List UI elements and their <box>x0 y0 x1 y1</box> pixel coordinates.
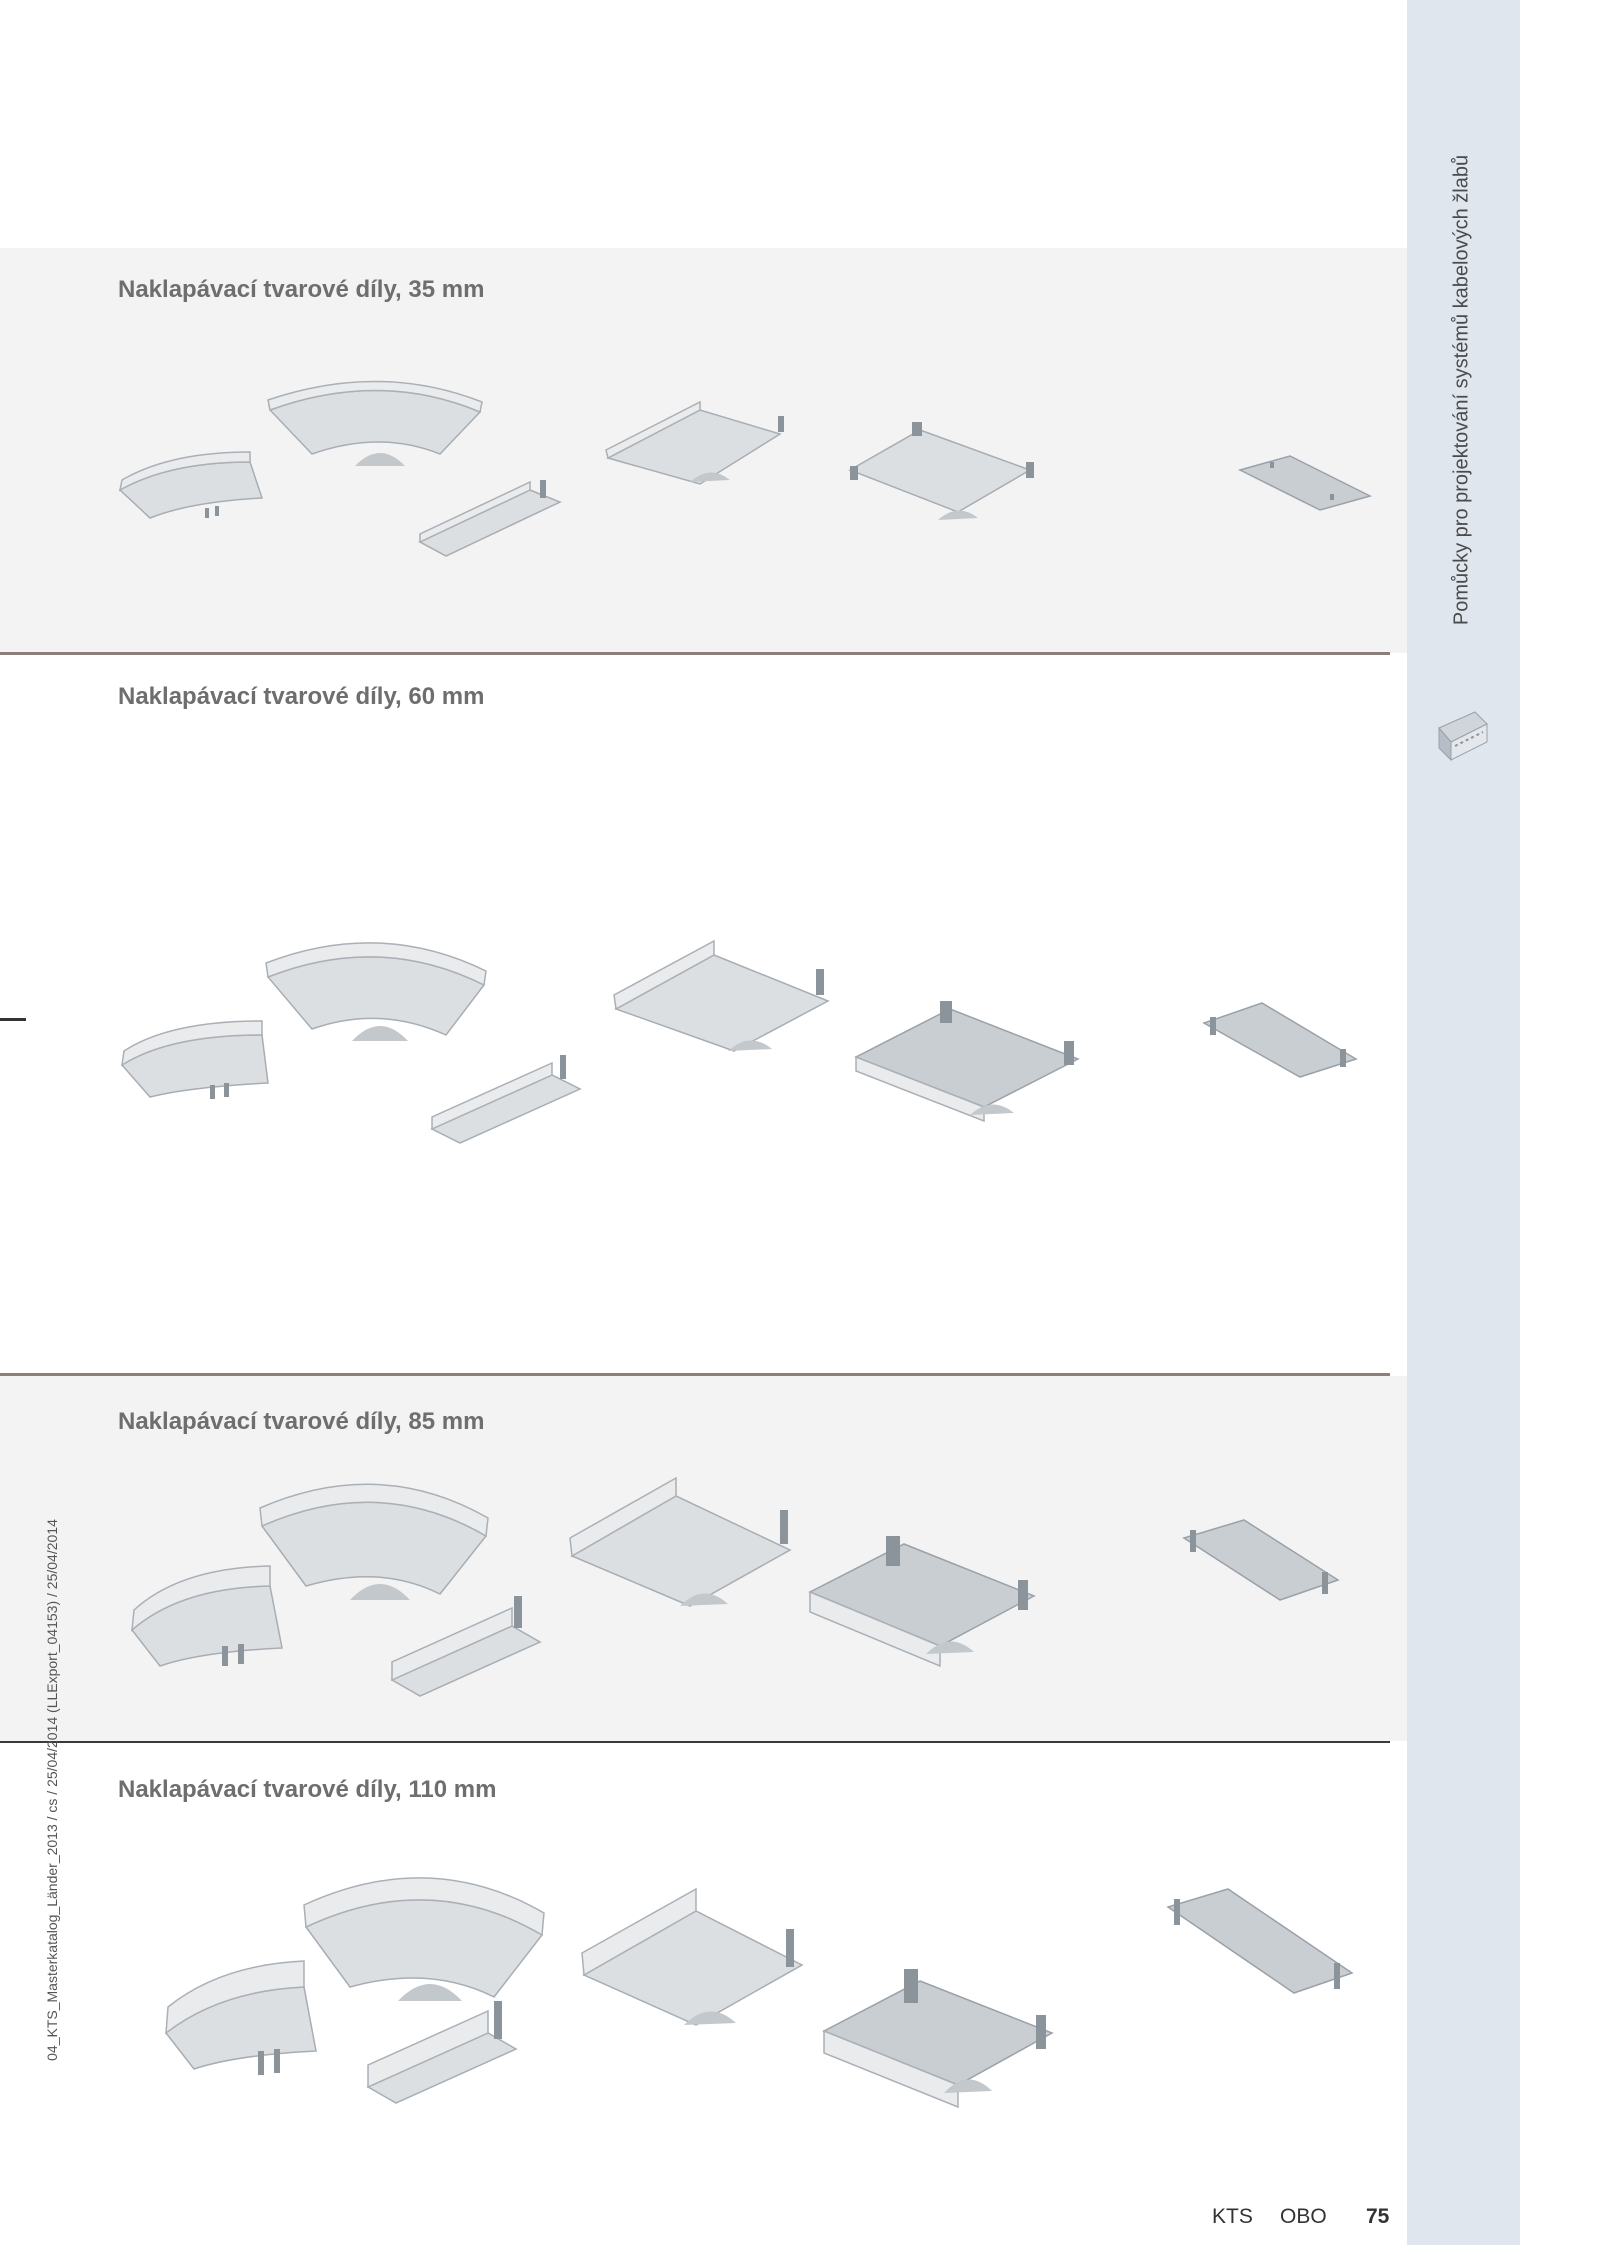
straight-section-part <box>432 1055 580 1143</box>
tee-part <box>606 402 784 484</box>
bend-90-part <box>166 1961 316 2075</box>
bend-90-wide-part <box>304 1878 544 2001</box>
tee-part <box>582 1889 802 2025</box>
print-info: 04_KTS_Masterkatalog_Länder_2013 / cs / 25/04/2014 (LLExport_04153) / 25/04/2014 <box>44 1519 60 2061</box>
cross-part <box>856 1001 1078 1121</box>
parts-row-35 <box>0 370 1400 570</box>
bend-90-wide-part <box>268 381 482 466</box>
section-divider <box>0 1741 1390 1743</box>
bend-90-part <box>132 1566 282 1666</box>
cable-tray-icon <box>1435 708 1491 768</box>
section-title-85: Naklapávací tvarové díly, 85 mm <box>118 1408 485 1435</box>
bend-90-part <box>122 1021 268 1099</box>
section-title-110: Naklapávací tvarové díly, 110 mm <box>118 1776 497 1803</box>
tee-part <box>570 1478 790 1606</box>
bend-90-wide-part <box>266 943 486 1041</box>
straight-section-part <box>420 480 560 556</box>
tee-part <box>614 941 828 1051</box>
bend-90-part <box>120 452 262 518</box>
connector-part <box>1184 1520 1338 1600</box>
chapter-title: Pomůcky pro projektování systémů kabelových žlabů <box>1450 154 1473 626</box>
section-title-35: Naklapávací tvarové díly, 35 mm <box>118 276 485 303</box>
connector-part <box>1204 1003 1356 1077</box>
straight-section-part <box>368 2001 516 2103</box>
straight-section-part <box>392 1596 540 1696</box>
footer-brand-obo: OBO <box>1280 2205 1327 2228</box>
footer-brand-kts: KTS <box>1212 2205 1253 2228</box>
connector-part <box>1240 456 1370 510</box>
parts-row-60 <box>0 925 1400 1155</box>
connector-part <box>1168 1889 1352 1993</box>
parts-row-85 <box>0 1470 1400 1700</box>
cross-part <box>824 1969 1052 2107</box>
cross-part <box>810 1536 1034 1666</box>
bend-90-wide-part <box>260 1484 488 1600</box>
cross-part <box>850 422 1034 520</box>
parts-row-110 <box>0 1855 1400 2115</box>
section-title-60: Naklapávací tvarové díly, 60 mm <box>118 683 485 710</box>
page-number: 75 <box>1366 2205 1390 2228</box>
